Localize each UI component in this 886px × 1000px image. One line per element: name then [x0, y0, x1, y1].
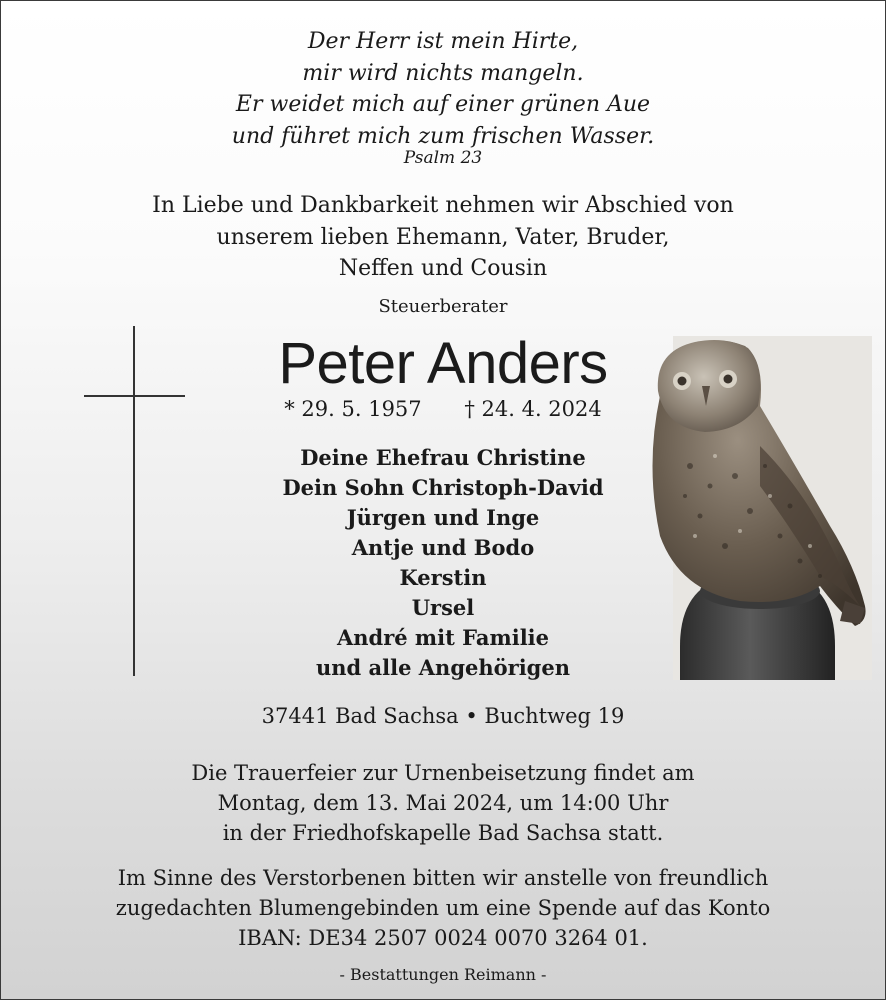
psalm-line: mir wird nichts mangeln. — [302, 60, 584, 86]
death-date: † 24. 4. 2024 — [464, 397, 602, 421]
donation-line: Im Sinne des Verstorbenen bitten wir anstelle von freundlich — [117, 866, 769, 890]
deceased-name: Peter Anders — [278, 331, 608, 396]
ceremony-line: Montag, dem 13. Mai 2024, um 14:00 Uhr — [217, 791, 669, 815]
intro-text — [0, 190, 886, 285]
intro-line: In Liebe und Dankbarkeit nehmen wir Abschied von — [152, 193, 734, 218]
ceremony-line: Die Trauerfeier zur Urnenbeisetzung findet am — [191, 761, 695, 785]
ceremony-notice — [0, 758, 886, 848]
address: 37441 Bad Sachsa • Buchtweg 19 — [261, 704, 625, 728]
psalm-line: und führet mich zum frischen Wasser. — [231, 123, 655, 149]
intro-line: unserem lieben Ehemann, Vater, Bruder, — [216, 224, 670, 250]
family-member: Deine Ehefrau Christine — [300, 445, 586, 470]
psalm-line: Der Herr ist mein Hirte, — [307, 29, 579, 54]
family-member: Ursel — [411, 595, 475, 620]
family-member: Jürgen und Inge — [346, 505, 540, 530]
family-member: Antje und Bodo — [351, 535, 535, 560]
donation-iban: IBAN: DE34 2507 0024 0070 3264 01. — [238, 926, 648, 950]
ceremony-line: in der Friedhofskapelle Bad Sachsa statt. — [222, 821, 664, 845]
family-list — [0, 443, 886, 683]
profession: Steuerberater — [378, 296, 508, 317]
family-member: André mit Familie — [336, 625, 550, 650]
psalm-line: Er weidet mich auf einer grünen Aue — [235, 92, 651, 117]
psalm-quote — [0, 26, 886, 152]
donation-line: zugedachten Blumengebinden um eine Spende auf das Konto — [115, 896, 771, 920]
donation-request — [0, 863, 886, 953]
birth-date: * 29. 5. 1957 — [284, 397, 422, 421]
family-member: Kerstin — [399, 565, 487, 590]
undertaker-credit: - Bestattungen Reimann - — [339, 965, 547, 984]
psalm-reference: Psalm 23 — [403, 148, 483, 168]
family-member: und alle Angehörigen — [316, 655, 570, 680]
family-member: Dein Sohn Christoph-David — [282, 475, 604, 500]
intro-line: Neffen und Cousin — [338, 256, 548, 281]
